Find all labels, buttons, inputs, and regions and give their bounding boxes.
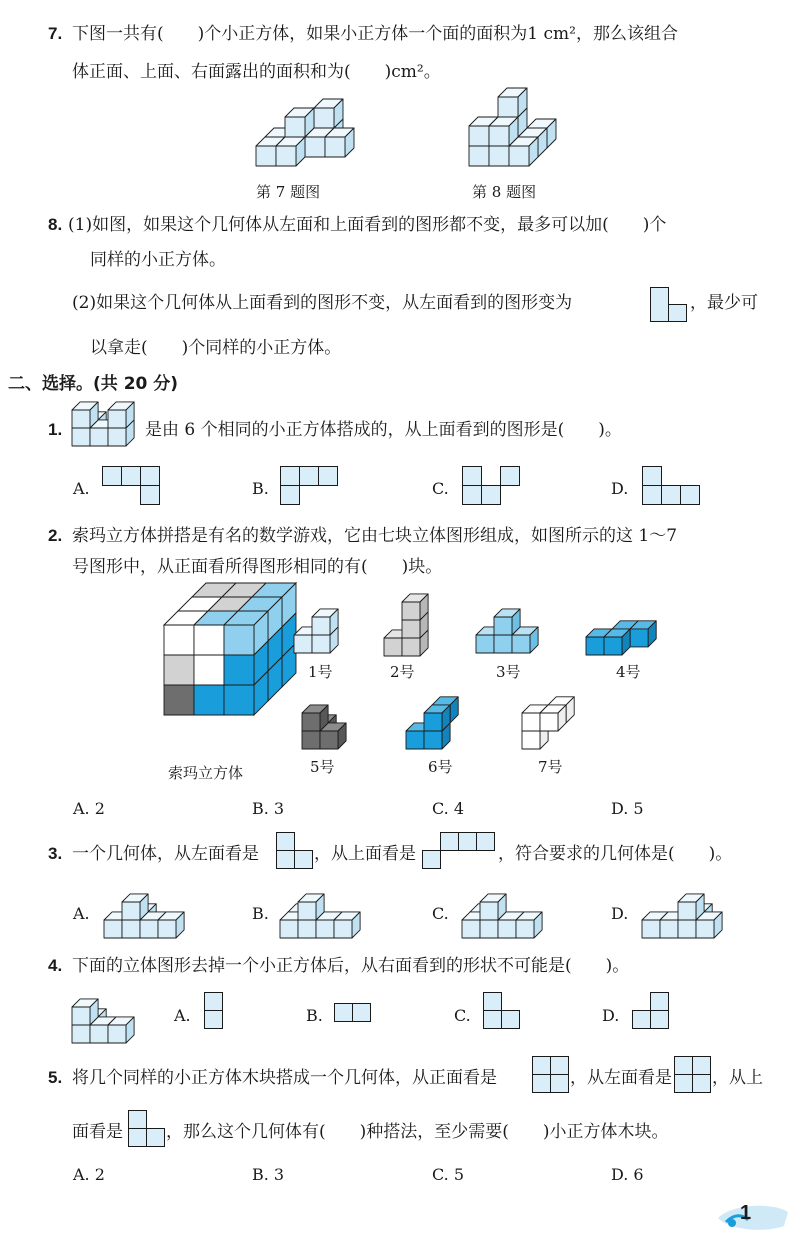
question-number: 5. [48, 1068, 63, 1087]
figure-caption: 第 7 题图 [256, 183, 321, 201]
question-text: ，从左面看是 [570, 1068, 672, 1088]
figure-q7-cubes [250, 100, 360, 170]
left-view-figure [650, 287, 690, 327]
piece-label: 5号 [310, 758, 335, 776]
option-d[interactable]: D. 5 [611, 799, 644, 818]
question-text: 面看是 [72, 1122, 123, 1142]
option-c[interactable]: C. 5 [432, 1165, 465, 1184]
piece-4-figure [584, 615, 674, 655]
question-text: (1)如图，如果这个几何体从左面和上面看到的图形都不变，最多可以加( )个 [68, 215, 667, 235]
figure-q8-cubes [463, 90, 573, 170]
option-c[interactable]: C. [432, 904, 449, 923]
option-b[interactable]: B. [252, 904, 269, 923]
option-a[interactable]: A. [73, 479, 90, 498]
option-a[interactable]: A. [73, 904, 90, 923]
piece-3-figure [474, 605, 554, 655]
question-text: (2)如果这个几何体从上面看到的图形不变，从左面看到的图形变为 [72, 293, 573, 313]
question-text: ，从上 [712, 1068, 763, 1088]
figure-caption: 第 8 题图 [472, 183, 537, 201]
option-c[interactable]: C. [432, 479, 449, 498]
question-text: 同样的小正方体。 [90, 250, 226, 270]
option-b-figure [278, 880, 388, 940]
page-number: 1 [740, 1202, 752, 1224]
question-text: 下图一共有( )个小正方体，如果小正方体一个面的面积为1 cm²，那么该组合 [72, 24, 678, 44]
left-view-figure [674, 1056, 714, 1096]
option-b[interactable]: B. 3 [252, 1165, 285, 1184]
option-a-figure [204, 992, 234, 1036]
option-d-figure [640, 880, 750, 940]
piece-label: 6号 [428, 758, 453, 776]
option-a[interactable]: A. 2 [73, 799, 105, 818]
front-view-figure [532, 1056, 572, 1096]
piece-7-figure [520, 695, 580, 755]
top-view-figure [128, 1110, 168, 1150]
option-a-figure [102, 466, 172, 510]
option-b[interactable]: B. [306, 1006, 323, 1025]
option-c-figure [458, 880, 568, 940]
option-d-figure [632, 992, 682, 1036]
piece-label: 3号 [496, 663, 521, 681]
question-text: 号图形中，从正面看所得图形相同的有( )块。 [72, 557, 443, 577]
question-text: 是由 6 个相同的小正方体搭成的，从上面看到的图形是( )。 [145, 420, 622, 440]
page-number-badge [712, 1198, 792, 1238]
soma-cube-figure [160, 615, 280, 755]
option-a[interactable]: A. 2 [73, 1165, 105, 1184]
top-view-figure [422, 832, 502, 872]
section-title: 二、选择。(共 20 分) [8, 374, 179, 394]
option-c-figure [462, 466, 532, 510]
option-b[interactable]: B. 3 [252, 799, 285, 818]
piece-2-figure [382, 590, 442, 660]
question-text: 下面的立体图形去掉一个小正方体后，从右面看到的形状不可能是( )。 [72, 956, 630, 976]
figure-c1-cubes [70, 402, 150, 452]
figure-caption: 索玛立方体 [168, 764, 244, 782]
option-c[interactable]: C. [454, 1006, 471, 1025]
question-number: 1. [48, 420, 63, 439]
question-text: 将几个同样的小正方体木块搭成一个几何体，从正面看是 [72, 1068, 497, 1088]
option-b-figure [334, 1003, 384, 1027]
figure-c4-cubes [70, 983, 140, 1043]
option-d[interactable]: D. [611, 479, 629, 498]
question-text: 体正面、上面、右面露出的面积和为( )cm²。 [72, 62, 441, 82]
question-text: 以拿走( )个同样的小正方体。 [90, 338, 342, 358]
question-number: 3. [48, 844, 63, 863]
question-number: 8. [48, 215, 63, 234]
option-c[interactable]: C. 4 [432, 799, 465, 818]
option-d-figure [642, 466, 712, 510]
piece-1-figure [292, 605, 352, 655]
question-text: ，最少可 [690, 293, 758, 313]
option-d[interactable]: D. [611, 904, 629, 923]
option-c-figure [483, 992, 533, 1036]
option-a-figure [102, 880, 212, 940]
question-text: ，从上面看是 [314, 844, 416, 864]
option-d[interactable]: D. [602, 1006, 620, 1025]
question-number: 4. [48, 956, 63, 975]
question-number: 2. [48, 526, 63, 545]
question-text: 索玛立方体拼搭是有名的数学游戏，它由七块立体图形组成，如图所示的这 1～7 [72, 526, 678, 546]
left-view-figure [276, 832, 316, 872]
option-b[interactable]: B. [252, 479, 269, 498]
question-text: ，那么这个几何体有( )种搭法，至少需要( )小正方体木块。 [166, 1122, 669, 1142]
option-d[interactable]: D. 6 [611, 1165, 644, 1184]
option-a[interactable]: A. [174, 1006, 191, 1025]
piece-label: 4号 [616, 663, 641, 681]
piece-label: 1号 [308, 663, 333, 681]
question-text: ，符合要求的几何体是( )。 [498, 844, 733, 864]
piece-5-figure [300, 695, 360, 755]
piece-6-figure [404, 695, 474, 755]
piece-label: 7号 [538, 758, 563, 776]
option-b-figure [280, 466, 350, 510]
piece-label: 2号 [390, 663, 415, 681]
question-text: 一个几何体，从左面看是 [72, 844, 259, 864]
question-number: 7. [48, 24, 63, 43]
